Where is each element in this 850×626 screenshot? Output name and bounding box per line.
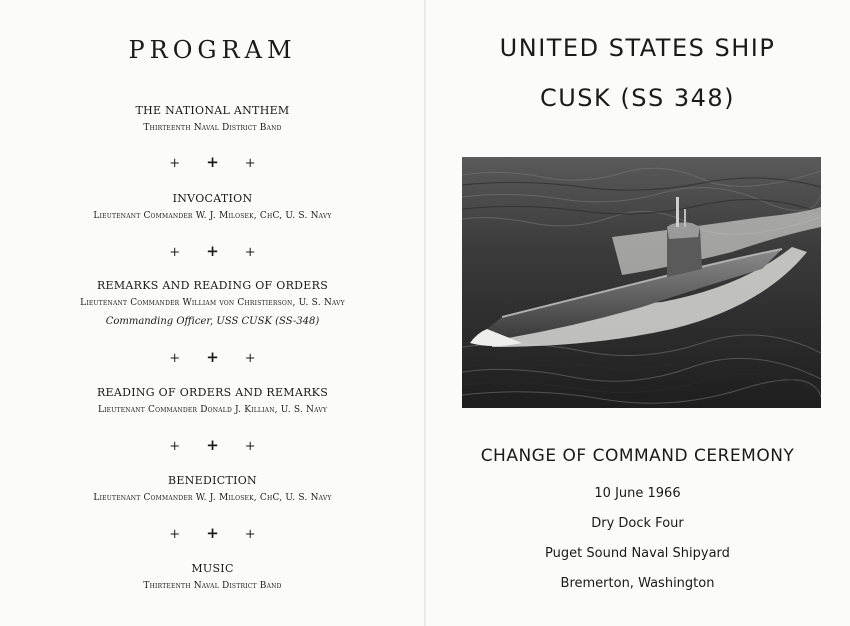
- ceremony-date: 10 June 1966: [594, 486, 681, 501]
- ship-title-line1: UNITED STATES SHIP: [499, 34, 776, 62]
- separator-2: + + +: [169, 242, 256, 260]
- submarine-photo: [462, 157, 821, 408]
- item-sub-reading: Lieutenant Commander Donald J. Killian, U. S. Navy: [97, 405, 328, 415]
- item-title-anthem: THE NATIONAL ANTHEM: [135, 104, 290, 117]
- ship-title-line2: CUSK (SS 348): [539, 84, 736, 112]
- ceremony-location-2: Puget Sound Naval Shipyard: [545, 546, 730, 561]
- item-title-music: MUSIC: [191, 562, 234, 575]
- item-title-benediction: BENEDICTION: [168, 474, 257, 487]
- program-title: PROGRAM: [128, 36, 297, 64]
- separator-5: + + +: [169, 524, 256, 542]
- separator-3: + + +: [169, 348, 256, 366]
- item-title-remarks: REMARKS AND READING OF ORDERS: [96, 279, 329, 292]
- item-sub-benediction: Lieutenant Commander W. J. Milosek, ChC, U. S. Navy: [93, 493, 332, 503]
- item-title-reading: READING OF ORDERS AND REMARKS: [96, 386, 329, 399]
- item-sub-anthem: Thirteenth Naval District Band: [143, 123, 282, 133]
- item-sub-remarks-2: Commanding Officer, USS CUSK (SS-348): [105, 316, 320, 327]
- ceremony-location-1: Dry Dock Four: [591, 516, 684, 531]
- item-sub-music: Thirteenth Naval District Band: [143, 581, 282, 591]
- cover-page: [425, 0, 850, 626]
- separator-4: + + +: [169, 436, 256, 454]
- item-sub-remarks: Lieutenant Commander William von Christierson, U. S. Navy: [80, 298, 345, 308]
- ceremony-title: CHANGE OF COMMAND CEREMONY: [480, 446, 795, 466]
- item-sub-invocation: Lieutenant Commander W. J. Milosek, ChC, U. S. Navy: [93, 211, 332, 221]
- separator-1: + + +: [169, 153, 256, 171]
- item-title-invocation: INVOCATION: [172, 192, 253, 205]
- ceremony-location-3: Bremerton, Washington: [560, 576, 715, 591]
